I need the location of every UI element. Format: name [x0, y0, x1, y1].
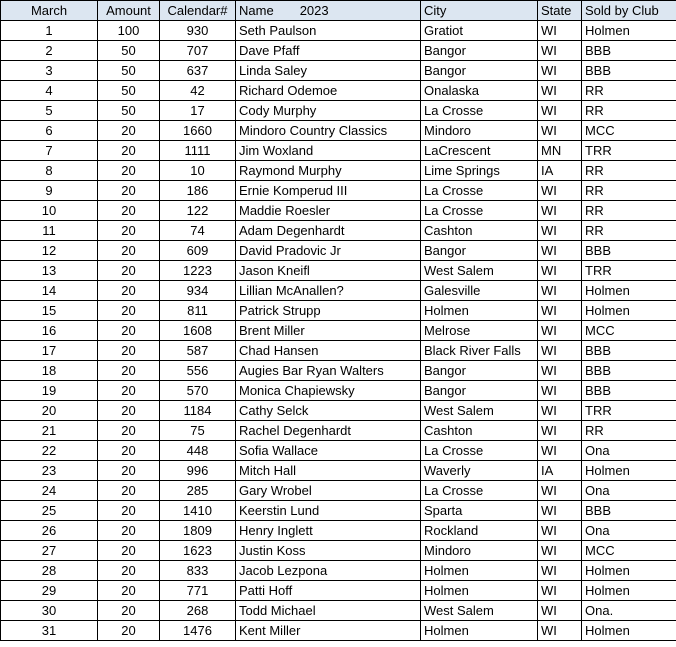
cell-march: 10 [1, 201, 98, 221]
header-year: 2023 [299, 2, 329, 18]
cell-calendar: 833 [160, 561, 236, 581]
cell-state: WI [538, 561, 582, 581]
cell-march: 16 [1, 321, 98, 341]
table-row [1, 541, 676, 561]
cell-name: Raymond Murphy [236, 161, 421, 181]
cell-calendar: 1476 [160, 621, 236, 641]
cell-amount: 20 [98, 261, 160, 281]
table-row [1, 301, 676, 321]
cell-amount: 50 [98, 61, 160, 81]
table-row [1, 561, 676, 581]
cell-city: Sparta [421, 501, 538, 521]
table-row [1, 181, 676, 201]
cell-club: Ona [582, 441, 676, 461]
cell-state: WI [538, 481, 582, 501]
cell-city: Bangor [421, 381, 538, 401]
table-row [1, 61, 676, 81]
cell-city: Mindoro [421, 121, 538, 141]
cell-march: 26 [1, 521, 98, 541]
cell-club: RR [582, 161, 676, 181]
cell-march: 19 [1, 381, 98, 401]
cell-march: 29 [1, 581, 98, 601]
cell-calendar: 1623 [160, 541, 236, 561]
cell-march: 31 [1, 621, 98, 641]
cell-club: RR [582, 181, 676, 201]
cell-amount: 20 [98, 341, 160, 361]
table-row [1, 401, 676, 421]
cell-march: 20 [1, 401, 98, 421]
cell-state: WI [538, 301, 582, 321]
cell-club: MCC [582, 321, 676, 341]
cell-state: WI [538, 181, 582, 201]
cell-city: Melrose [421, 321, 538, 341]
cell-name: Lillian McAnallen? [236, 281, 421, 301]
cell-amount: 20 [98, 361, 160, 381]
cell-amount: 20 [98, 601, 160, 621]
cell-amount: 20 [98, 241, 160, 261]
cell-club: BBB [582, 341, 676, 361]
cell-state: WI [538, 541, 582, 561]
cell-club: BBB [582, 381, 676, 401]
cell-club: RR [582, 421, 676, 441]
table-row [1, 421, 676, 441]
cell-name: Justin Koss [236, 541, 421, 561]
cell-city: Bangor [421, 361, 538, 381]
cell-state: WI [538, 581, 582, 601]
table-row [1, 281, 676, 301]
cell-amount: 50 [98, 81, 160, 101]
cell-city: Gratiot [421, 21, 538, 41]
table-row [1, 341, 676, 361]
cell-march: 3 [1, 61, 98, 81]
cell-state: WI [538, 321, 582, 341]
cell-name: Patrick Strupp [236, 301, 421, 321]
table-row [1, 481, 676, 501]
cell-amount: 20 [98, 401, 160, 421]
cell-city: La Crosse [421, 101, 538, 121]
cell-club: Holmen [582, 561, 676, 581]
cell-state: WI [538, 121, 582, 141]
cell-calendar: 17 [160, 101, 236, 121]
cell-city: Bangor [421, 61, 538, 81]
header-row [1, 1, 676, 21]
header-calendar: Calendar# [160, 1, 236, 21]
cell-state: WI [538, 81, 582, 101]
cell-club: Holmen [582, 581, 676, 601]
cell-city: Galesville [421, 281, 538, 301]
cell-calendar: 934 [160, 281, 236, 301]
cell-city: Holmen [421, 301, 538, 321]
cell-calendar: 556 [160, 361, 236, 381]
cell-name: Keerstin Lund [236, 501, 421, 521]
cell-name: Dave Pfaff [236, 41, 421, 61]
cell-amount: 50 [98, 101, 160, 121]
cell-calendar: 74 [160, 221, 236, 241]
cell-state: WI [538, 361, 582, 381]
cell-city: Holmen [421, 621, 538, 641]
cell-name: Adam Degenhardt [236, 221, 421, 241]
cell-name: Brent Miller [236, 321, 421, 341]
cell-club: BBB [582, 241, 676, 261]
cell-city: Mindoro [421, 541, 538, 561]
cell-march: 7 [1, 141, 98, 161]
header-city: City [421, 1, 538, 21]
cell-club: BBB [582, 61, 676, 81]
cell-calendar: 268 [160, 601, 236, 621]
header-name [236, 1, 421, 21]
cell-city: La Crosse [421, 181, 538, 201]
cell-amount: 20 [98, 321, 160, 341]
cell-state: IA [538, 161, 582, 181]
cell-club: MCC [582, 121, 676, 141]
cell-amount: 20 [98, 121, 160, 141]
cell-state: WI [538, 21, 582, 41]
cell-calendar: 637 [160, 61, 236, 81]
cell-state: WI [538, 521, 582, 541]
cell-calendar: 1809 [160, 521, 236, 541]
table-row [1, 121, 676, 141]
cell-march: 30 [1, 601, 98, 621]
cell-amount: 20 [98, 481, 160, 501]
cell-club: TRR [582, 261, 676, 281]
cell-march: 25 [1, 501, 98, 521]
cell-march: 21 [1, 421, 98, 441]
cell-name: Todd Michael [236, 601, 421, 621]
cell-name: Seth Paulson [236, 21, 421, 41]
cell-club: Holmen [582, 21, 676, 41]
cell-march: 12 [1, 241, 98, 261]
cell-amount: 20 [98, 381, 160, 401]
table-row [1, 361, 676, 381]
cell-amount: 20 [98, 581, 160, 601]
cell-calendar: 122 [160, 201, 236, 221]
cell-march: 27 [1, 541, 98, 561]
cell-state: WI [538, 241, 582, 261]
table-row [1, 241, 676, 261]
cell-amount: 20 [98, 161, 160, 181]
cell-march: 24 [1, 481, 98, 501]
cell-club: Holmen [582, 461, 676, 481]
cell-amount: 20 [98, 301, 160, 321]
cell-name: Patti Hoff [236, 581, 421, 601]
cell-club: Holmen [582, 621, 676, 641]
cell-city: Cashton [421, 221, 538, 241]
cell-city: West Salem [421, 601, 538, 621]
cell-name: Maddie Roesler [236, 201, 421, 221]
table-row [1, 621, 676, 641]
cell-club: Ona [582, 481, 676, 501]
cell-march: 17 [1, 341, 98, 361]
cell-name: Rachel Degenhardt [236, 421, 421, 441]
cell-club: RR [582, 221, 676, 241]
cell-march: 15 [1, 301, 98, 321]
cell-march: 5 [1, 101, 98, 121]
cell-calendar: 42 [160, 81, 236, 101]
cell-club: TRR [582, 141, 676, 161]
cell-city: La Crosse [421, 201, 538, 221]
cell-name: Kent Miller [236, 621, 421, 641]
cell-state: WI [538, 421, 582, 441]
cell-name: Ernie Komperud III [236, 181, 421, 201]
cell-amount: 100 [98, 21, 160, 41]
cell-calendar: 1608 [160, 321, 236, 341]
cell-march: 11 [1, 221, 98, 241]
cell-state: WI [538, 341, 582, 361]
cell-name: Richard Odemoe [236, 81, 421, 101]
table-row [1, 161, 676, 181]
cell-name: Cody Murphy [236, 101, 421, 121]
cell-name: Linda Saley [236, 61, 421, 81]
cell-city: LaCrescent [421, 141, 538, 161]
cell-city: Rockland [421, 521, 538, 541]
cell-amount: 20 [98, 621, 160, 641]
cell-state: WI [538, 281, 582, 301]
cell-march: 13 [1, 261, 98, 281]
cell-name: Henry Inglett [236, 521, 421, 541]
cell-march: 22 [1, 441, 98, 461]
cell-name: Cathy Selck [236, 401, 421, 421]
cell-club: MCC [582, 541, 676, 561]
table-row [1, 581, 676, 601]
cell-calendar: 996 [160, 461, 236, 481]
cell-calendar: 587 [160, 341, 236, 361]
cell-calendar: 707 [160, 41, 236, 61]
cell-name: Jim Woxland [236, 141, 421, 161]
table-row [1, 201, 676, 221]
table-row [1, 381, 676, 401]
cell-state: WI [538, 381, 582, 401]
cell-amount: 20 [98, 281, 160, 301]
cell-march: 23 [1, 461, 98, 481]
cell-name: Gary Wrobel [236, 481, 421, 501]
cell-calendar: 811 [160, 301, 236, 321]
cell-city: Lime Springs [421, 161, 538, 181]
table-row [1, 21, 676, 41]
cell-amount: 20 [98, 461, 160, 481]
cell-calendar: 570 [160, 381, 236, 401]
cell-club: Ona. [582, 601, 676, 621]
cell-city: Holmen [421, 561, 538, 581]
cell-name: Mitch Hall [236, 461, 421, 481]
cell-amount: 20 [98, 221, 160, 241]
cell-calendar: 75 [160, 421, 236, 441]
cell-calendar: 1223 [160, 261, 236, 281]
cell-city: La Crosse [421, 441, 538, 461]
cell-name: Chad Hansen [236, 341, 421, 361]
cell-calendar: 609 [160, 241, 236, 261]
header-name-label: Name [239, 2, 274, 18]
cell-club: BBB [582, 361, 676, 381]
cell-state: WI [538, 41, 582, 61]
cell-amount: 20 [98, 441, 160, 461]
cell-city: Bangor [421, 41, 538, 61]
cell-club: BBB [582, 41, 676, 61]
cell-amount: 20 [98, 141, 160, 161]
cell-calendar: 285 [160, 481, 236, 501]
cell-calendar: 186 [160, 181, 236, 201]
cell-calendar: 1111 [160, 141, 236, 161]
cell-state: IA [538, 461, 582, 481]
cell-club: RR [582, 101, 676, 121]
cell-march: 8 [1, 161, 98, 181]
cell-city: La Crosse [421, 481, 538, 501]
cell-state: WI [538, 441, 582, 461]
cell-club: Holmen [582, 301, 676, 321]
cell-amount: 20 [98, 181, 160, 201]
cell-name: David Pradovic Jr [236, 241, 421, 261]
cell-city: Onalaska [421, 81, 538, 101]
cell-name: Mindoro Country Classics [236, 121, 421, 141]
cell-amount: 20 [98, 421, 160, 441]
cell-state: WI [538, 201, 582, 221]
table-row [1, 221, 676, 241]
cell-name: Augies Bar Ryan Walters [236, 361, 421, 381]
header-club: Sold by Club [582, 1, 676, 21]
cell-city: Bangor [421, 241, 538, 261]
cell-state: WI [538, 101, 582, 121]
cell-club: RR [582, 81, 676, 101]
cell-amount: 20 [98, 201, 160, 221]
cell-state: MN [538, 141, 582, 161]
cell-march: 6 [1, 121, 98, 141]
cell-march: 14 [1, 281, 98, 301]
cell-calendar: 1660 [160, 121, 236, 141]
header-amount: Amount [98, 1, 160, 21]
cell-state: WI [538, 621, 582, 641]
cell-name: Jason Kneifl [236, 261, 421, 281]
cell-state: WI [538, 61, 582, 81]
cell-state: WI [538, 501, 582, 521]
cell-club: RR [582, 201, 676, 221]
cell-calendar: 448 [160, 441, 236, 461]
cell-amount: 20 [98, 521, 160, 541]
cell-amount: 20 [98, 501, 160, 521]
cell-club: BBB [582, 501, 676, 521]
table-row [1, 601, 676, 621]
cell-march: 28 [1, 561, 98, 581]
table-row [1, 81, 676, 101]
table-row [1, 441, 676, 461]
cell-name: Monica Chapiewsky [236, 381, 421, 401]
cell-calendar: 1184 [160, 401, 236, 421]
cell-club: Ona [582, 521, 676, 541]
cell-city: Waverly [421, 461, 538, 481]
cell-amount: 20 [98, 561, 160, 581]
table-row [1, 141, 676, 161]
cell-march: 2 [1, 41, 98, 61]
cell-state: WI [538, 261, 582, 281]
table-row [1, 261, 676, 281]
header-state: State [538, 1, 582, 21]
cell-state: WI [538, 221, 582, 241]
header-march: March [1, 1, 98, 21]
cell-city: West Salem [421, 401, 538, 421]
cell-city: Black River Falls [421, 341, 538, 361]
cell-march: 18 [1, 361, 98, 381]
cell-calendar: 930 [160, 21, 236, 41]
table-row [1, 321, 676, 341]
table-row [1, 41, 676, 61]
cell-club: Holmen [582, 281, 676, 301]
cell-name: Sofia Wallace [236, 441, 421, 461]
cell-calendar: 10 [160, 161, 236, 181]
table-row [1, 521, 676, 541]
table-row [1, 101, 676, 121]
cell-state: WI [538, 601, 582, 621]
cell-state: WI [538, 401, 582, 421]
cell-city: Holmen [421, 581, 538, 601]
cell-march: 1 [1, 21, 98, 41]
cell-amount: 20 [98, 541, 160, 561]
table-row [1, 501, 676, 521]
cell-club: TRR [582, 401, 676, 421]
cell-city: West Salem [421, 261, 538, 281]
table-row [1, 461, 676, 481]
cell-march: 4 [1, 81, 98, 101]
cell-amount: 50 [98, 41, 160, 61]
cell-city: Cashton [421, 421, 538, 441]
cell-calendar: 1410 [160, 501, 236, 521]
cell-name: Jacob Lezpona [236, 561, 421, 581]
cell-calendar: 771 [160, 581, 236, 601]
cell-march: 9 [1, 181, 98, 201]
